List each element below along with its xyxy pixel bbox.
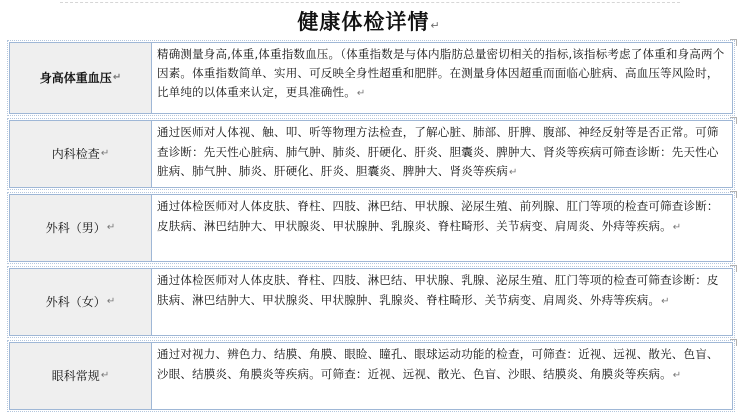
row-description: 精确测量身高,体重,体重指数血压。（体重指数是与体内脂肪总量密切相关的指标,该指标考虑了体重和身高两个因素。体重指数简单、实用、可反映全身性超重和肥胖。在测量身体因超重而面临心脏病、高血压等风险时，比单纯的以体重来认定，更具准确性。 (157, 47, 725, 99)
cell-corner-mark (730, 191, 737, 198)
cell-mark-icon: ↵ (106, 222, 116, 233)
health-check-table (9, 42, 733, 416)
page-title-text: 健康体检详情 (297, 10, 430, 34)
cell-mark-icon: ↵ (672, 369, 682, 381)
header-dashed-rule (60, 2, 680, 3)
cell-mark-icon: ↵ (356, 88, 366, 99)
cell-mark-icon: ↵ (100, 148, 110, 159)
row-description: 通过体检医师对人体皮肤、脊柱、四肢、淋巴结、甲状腺、泌尿生殖、前列腺、肛门等项的检查可筛查诊断：皮肤病、淋巴结肿大、甲状腺炎、甲状腺肿、乳腺炎、脊柱畸形、关节病变、肩周炎、外痔等疾病。 (157, 199, 719, 233)
row-description-cell (152, 121, 732, 187)
row-label: 外科（男） (45, 221, 106, 235)
cell-mark-icon: ↵ (112, 72, 122, 83)
row-description: 通过医师对人体视、触、叩、听等物理方法检查，了解心脏、肺部、肝脾、腹部、神经反射等是否正常。可筛查诊断：先天性心脏病、肺气肿、肺炎、肝硬化、肝炎、胆囊炎、脾肿大、肾炎等疾病可筛查诊断：先天性心脏病、肺气肿、肺炎、肝硬化、肝炎、胆囊炎、脾肿大、肾炎等疾病 (157, 125, 719, 178)
row-description-cell (152, 269, 732, 335)
cell-mark-icon: ↵ (100, 370, 110, 381)
cell-mark-icon: ↵ (509, 167, 518, 178)
page-title (0, 8, 738, 40)
row-label: 外科（女） (45, 295, 106, 309)
row-description: 通过体检医师对人体皮肤、脊柱、四肢、淋巴结、甲状腺、乳腺、泌尿生殖、肛门等项的检查可筛查诊断：皮肤病、淋巴结肿大、甲状腺炎、甲状腺肿、乳腺炎、脊柱畸形、关节病变、肩周炎、外痔等疾病。 (157, 273, 719, 307)
table-row-internal-medicine (9, 120, 733, 188)
row-label-cell (10, 195, 152, 261)
cell-mark-icon: ↵ (106, 296, 116, 307)
cell-corner-mark (730, 265, 737, 272)
cell-mark-icon: ↵ (661, 295, 670, 307)
row-description-cell (152, 43, 732, 113)
cell-corner-mark (730, 117, 737, 124)
row-description: 通过对视力、辨色力、结膜、角膜、眼睑、瞳孔、眼球运动功能的检查，可筛查：近视、远视、散光、色盲、沙眼、结膜炎、角膜炎等疾病。可筛查：近视、远视、散光、色盲、沙眼、结膜炎、角膜炎等疾病。 (157, 347, 719, 381)
row-label-cell (10, 43, 152, 113)
row-label: 内科检查 (51, 147, 100, 161)
cell-mark-icon: ↵ (672, 221, 682, 233)
row-label-cell (10, 269, 152, 335)
table-row-surgery-male (9, 194, 733, 262)
row-label-cell (10, 121, 152, 187)
paragraph-mark-icon: ↵ (430, 19, 441, 32)
row-description-cell (152, 195, 732, 261)
table-row-ophthalmology (9, 342, 733, 410)
table-row-surgery-female (9, 268, 733, 336)
cell-corner-mark (730, 339, 737, 346)
row-label-cell (10, 343, 152, 409)
table-row-height-weight-blood-pressure (9, 42, 733, 114)
row-label: 身高体重血压 (39, 71, 112, 85)
row-label: 眼科常规 (51, 369, 100, 383)
cell-corner-mark (730, 39, 737, 46)
row-description-cell (152, 343, 732, 409)
